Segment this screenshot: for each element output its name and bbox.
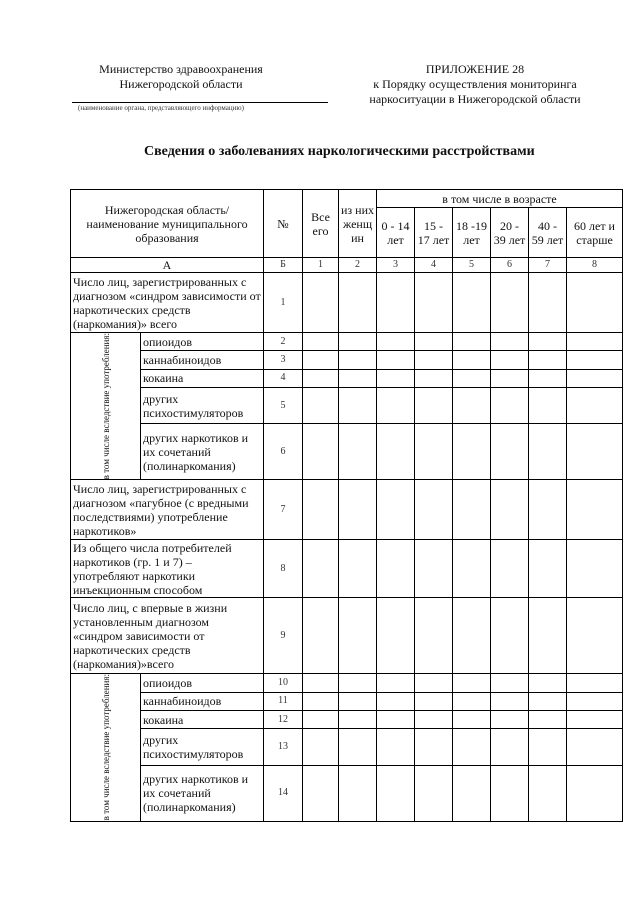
data-cell[interactable] [529, 729, 567, 766]
row-num: 4 [264, 369, 303, 387]
code-cell: 7 [529, 258, 567, 273]
table-row [71, 729, 623, 766]
data-cell[interactable] [567, 729, 623, 766]
data-cell[interactable] [377, 387, 415, 424]
data-cell[interactable] [567, 369, 623, 387]
appendix-line2: к Порядку осуществления мониторинга [373, 77, 577, 91]
data-cell[interactable] [415, 598, 453, 674]
row-num: 5 [264, 387, 303, 424]
data-cell[interactable] [339, 692, 377, 710]
data-cell[interactable] [339, 540, 377, 598]
group-label: в том числе вследствие употребления: [100, 333, 111, 480]
data-cell[interactable] [377, 729, 415, 766]
header-women: из них женщ ин [339, 190, 377, 258]
row-label: каннабиноидов [141, 351, 264, 369]
data-cell[interactable] [567, 765, 623, 821]
data-cell[interactable] [529, 598, 567, 674]
data-cell[interactable] [491, 729, 529, 766]
group-label-cell [71, 333, 141, 480]
table-row [71, 598, 623, 674]
data-cell[interactable] [567, 540, 623, 598]
code-cell: 6 [491, 258, 529, 273]
data-cell[interactable] [339, 729, 377, 766]
data-cell[interactable] [415, 540, 453, 598]
data-cell[interactable] [491, 674, 529, 692]
data-cell[interactable] [453, 598, 491, 674]
data-cell[interactable] [567, 424, 623, 480]
ministry-block [70, 62, 292, 92]
group-label: в том числе вследствие употребления: [100, 674, 111, 821]
row-num: 7 [264, 480, 303, 540]
table-row [71, 540, 623, 598]
row-num: 14 [264, 765, 303, 821]
code-cell: 8 [567, 258, 623, 273]
ministry-line2: Нижегородской области [119, 77, 243, 91]
row-label: кокаина [141, 369, 264, 387]
header-age-5: 60 лет и старше [567, 208, 623, 258]
data-cell[interactable] [529, 692, 567, 710]
data-cell[interactable] [529, 540, 567, 598]
data-cell[interactable] [339, 333, 377, 351]
data-cell[interactable] [453, 540, 491, 598]
data-cell[interactable] [415, 333, 453, 351]
data-cell[interactable] [303, 710, 339, 728]
data-cell[interactable] [377, 480, 415, 540]
data-cell[interactable] [415, 369, 453, 387]
data-cell[interactable] [415, 424, 453, 480]
data-cell[interactable] [415, 674, 453, 692]
data-cell[interactable] [415, 273, 453, 333]
header-age-group: в том числе в возрасте [377, 190, 623, 208]
data-cell[interactable] [453, 729, 491, 766]
data-cell[interactable] [339, 674, 377, 692]
data-cell[interactable] [339, 351, 377, 369]
code-cell: А [71, 258, 264, 273]
data-cell[interactable] [339, 424, 377, 480]
data-cell[interactable] [377, 540, 415, 598]
data-cell[interactable] [491, 351, 529, 369]
table-row [71, 765, 623, 821]
code-cell: 3 [377, 258, 415, 273]
data-cell[interactable] [339, 710, 377, 728]
row-label: опиоидов [141, 674, 264, 692]
row-label: других психостимуляторов [141, 387, 264, 424]
data-cell[interactable] [377, 710, 415, 728]
data-cell[interactable] [567, 387, 623, 424]
report-table [70, 189, 623, 822]
row-num: 10 [264, 674, 303, 692]
row-num: 6 [264, 424, 303, 480]
header-num: № [264, 190, 303, 258]
data-cell[interactable] [303, 369, 339, 387]
header-total: Все его [303, 190, 339, 258]
data-cell[interactable] [303, 333, 339, 351]
appendix-title: ПРИЛОЖЕНИЕ 28 [425, 62, 525, 76]
data-cell[interactable] [529, 369, 567, 387]
page-title: Сведения о заболеваниях наркологическими расстройствами [144, 144, 535, 159]
table-row [71, 369, 623, 387]
data-cell[interactable] [339, 598, 377, 674]
table-row [71, 424, 623, 480]
row-label: других психостимуляторов [141, 729, 264, 766]
data-cell[interactable] [415, 480, 453, 540]
data-cell[interactable] [377, 333, 415, 351]
data-cell[interactable] [339, 273, 377, 333]
data-cell[interactable] [415, 765, 453, 821]
data-cell[interactable] [491, 480, 529, 540]
table-row [71, 480, 623, 540]
table-row [71, 674, 623, 692]
data-cell[interactable] [303, 765, 339, 821]
code-cell: Б [264, 258, 303, 273]
data-cell[interactable] [529, 387, 567, 424]
data-cell[interactable] [377, 692, 415, 710]
data-cell[interactable] [491, 369, 529, 387]
data-cell[interactable] [415, 351, 453, 369]
header-age-4: 40 - 59 лет [529, 208, 567, 258]
row-label: других наркотиков и их сочетаний (полинаркомания) [141, 765, 264, 821]
header-age-0: 0 - 14 лет [377, 208, 415, 258]
table-row [71, 333, 623, 351]
data-cell[interactable] [453, 710, 491, 728]
data-cell[interactable] [529, 480, 567, 540]
data-cell[interactable] [377, 273, 415, 333]
data-cell[interactable] [529, 333, 567, 351]
data-cell[interactable] [377, 351, 415, 369]
table-row [71, 273, 623, 333]
data-cell[interactable] [377, 674, 415, 692]
table-row [71, 710, 623, 728]
data-cell[interactable] [453, 351, 491, 369]
row-label: Из общего числа потребителей наркотиков (гр. 1 и 7) – употребляют наркотики инъекционным способом [71, 540, 264, 598]
row-num: 9 [264, 598, 303, 674]
data-cell[interactable] [491, 710, 529, 728]
row-label: кокаина [141, 710, 264, 728]
row-num: 13 [264, 729, 303, 766]
data-cell[interactable] [491, 424, 529, 480]
data-cell[interactable] [453, 333, 491, 351]
code-cell: 5 [453, 258, 491, 273]
data-cell[interactable] [453, 480, 491, 540]
data-cell[interactable] [303, 351, 339, 369]
data-cell[interactable] [453, 674, 491, 692]
data-cell[interactable] [303, 598, 339, 674]
row-label: опиоидов [141, 333, 264, 351]
data-cell[interactable] [453, 424, 491, 480]
data-cell[interactable] [529, 710, 567, 728]
code-cell: 4 [415, 258, 453, 273]
table-row [71, 387, 623, 424]
row-num: 3 [264, 351, 303, 369]
data-cell[interactable] [339, 480, 377, 540]
header-age-3: 20 - 39 лет [491, 208, 529, 258]
data-cell[interactable] [303, 273, 339, 333]
data-cell[interactable] [453, 369, 491, 387]
row-num: 8 [264, 540, 303, 598]
row-label: Число лиц, зарегистрированных с диагнозом «пагубное (с вредными последствиями) употребление наркотиков» [71, 480, 264, 540]
data-cell[interactable] [567, 692, 623, 710]
organ-note: (наименование органа, представляющего информацию) [78, 104, 244, 112]
data-cell[interactable] [491, 387, 529, 424]
table-row [71, 692, 623, 710]
data-cell[interactable] [415, 387, 453, 424]
data-cell[interactable] [491, 598, 529, 674]
data-cell[interactable] [453, 387, 491, 424]
data-cell[interactable] [303, 387, 339, 424]
data-cell[interactable] [453, 692, 491, 710]
data-cell[interactable] [339, 387, 377, 424]
data-cell[interactable] [529, 424, 567, 480]
data-cell[interactable] [339, 765, 377, 821]
header-region: Нижегородская область/ наименование муниципального образования [71, 190, 264, 258]
data-cell[interactable] [453, 765, 491, 821]
code-cell: 2 [339, 258, 377, 273]
data-cell[interactable] [529, 273, 567, 333]
data-cell[interactable] [303, 692, 339, 710]
data-cell[interactable] [303, 674, 339, 692]
data-cell[interactable] [567, 333, 623, 351]
data-cell[interactable] [567, 480, 623, 540]
row-num: 1 [264, 273, 303, 333]
data-cell[interactable] [377, 598, 415, 674]
data-cell[interactable] [491, 540, 529, 598]
data-cell[interactable] [415, 692, 453, 710]
data-cell[interactable] [377, 369, 415, 387]
row-num: 12 [264, 710, 303, 728]
data-cell[interactable] [339, 369, 377, 387]
data-cell[interactable] [303, 480, 339, 540]
data-cell[interactable] [529, 765, 567, 821]
code-cell: 1 [303, 258, 339, 273]
data-cell[interactable] [303, 540, 339, 598]
data-cell[interactable] [491, 692, 529, 710]
data-cell[interactable] [529, 351, 567, 369]
data-cell[interactable] [303, 424, 339, 480]
data-cell[interactable] [491, 273, 529, 333]
group-label-cell [71, 674, 141, 821]
data-cell[interactable] [567, 351, 623, 369]
appendix-block [352, 62, 598, 107]
row-num: 11 [264, 692, 303, 710]
appendix-line3: наркоситуации в Нижегородской области [369, 92, 581, 106]
row-label: Число лиц, с впервые в жизни установленным диагнозом «синдром зависимости от наркотических средств (наркомания)»всего [71, 598, 264, 674]
row-num: 2 [264, 333, 303, 351]
data-cell[interactable] [567, 674, 623, 692]
data-cell[interactable] [567, 598, 623, 674]
organ-underline [72, 102, 328, 103]
data-cell[interactable] [567, 273, 623, 333]
data-cell[interactable] [303, 729, 339, 766]
header-age-2: 18 -19 лет [453, 208, 491, 258]
data-cell[interactable] [529, 674, 567, 692]
data-cell[interactable] [415, 729, 453, 766]
data-cell[interactable] [567, 710, 623, 728]
table-row [71, 351, 623, 369]
data-cell[interactable] [453, 273, 491, 333]
data-cell[interactable] [377, 765, 415, 821]
ministry-line1: Министерство здравоохранения [99, 62, 263, 76]
data-cell[interactable] [491, 333, 529, 351]
data-cell[interactable] [415, 710, 453, 728]
row-label: каннабиноидов [141, 692, 264, 710]
data-cell[interactable] [491, 765, 529, 821]
data-cell[interactable] [377, 424, 415, 480]
row-label: Число лиц, зарегистрированных с диагнозом «синдром зависимости от наркотических средств (наркомания)» всего [71, 273, 264, 333]
header-age-1: 15 - 17 лет [415, 208, 453, 258]
row-label: других наркотиков и их сочетаний (полинаркомания) [141, 424, 264, 480]
